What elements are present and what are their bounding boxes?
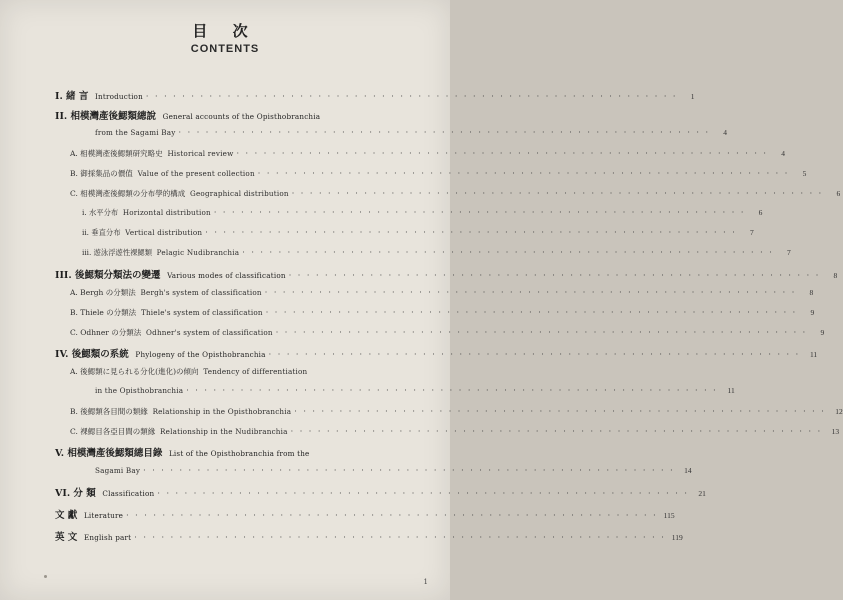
toc-entry [70,307,815,318]
toc-entry [55,529,683,543]
toc-page-number: 1 [690,92,695,101]
toc-entry-text [70,148,233,159]
toc-entry-label: B. Thiele の分類法 [70,308,137,317]
toc-page-number: 13 [831,427,840,436]
toc-entry-label: V. 相模灣產後鰓類總目錄 [55,448,163,459]
toc-entry-english: Bergh's system of classification [140,288,262,297]
toc-entry [70,327,825,338]
toc-entry-text [95,386,183,395]
toc-entry-text [55,108,320,122]
toc-entry-label: I. 緒 言 [55,91,89,102]
toc-entry-text [70,307,263,318]
toc-page-number: 8 [809,288,814,297]
toc-entry-text [82,228,202,238]
toc-entry-english: Introduction [95,92,143,101]
toc-page-number: 12 [835,407,843,416]
toc-entry-text [70,168,255,179]
toc-page-number: 21 [698,489,706,498]
toc-entry-text [70,188,289,199]
toc-entry-label: VI. 分 類 [55,488,96,499]
toc-entry-english: Value of the present collection [137,169,255,178]
leader-dots [176,128,714,137]
toc-entry-english: Various modes of classification [167,271,286,280]
toc-entry [70,168,807,179]
toc-entry-english: Thiele's system of classification [140,308,263,317]
leader-dots [263,308,801,317]
leader-dots [202,228,740,237]
toc-page-number: 7 [750,228,754,237]
toc-entry [70,426,840,437]
toc-entry-continuation [95,466,692,475]
toc-entry-english: English part [83,533,132,542]
leader-dots [286,271,824,280]
toc-entry-text [70,287,262,298]
leader-dots [123,511,661,520]
toc-entry-label: II. 相模灣產後鰓類總說 [55,111,157,122]
toc-entry-text [55,346,266,360]
toc-entry [82,208,763,218]
toc-entry-label: C. 裸鰓目各亞目間の類緣 [70,427,156,436]
toc-entry-english: Tendency of differentiation [203,367,308,376]
toc-entry [55,88,695,102]
toc-entry-label: iii. 遊泳浮遊性裸鰓類 [82,248,153,257]
toc-entry-text [55,529,131,543]
toc-page-number: 11 [809,350,818,359]
toc-entry [70,287,814,298]
toc-page-number: 6 [836,189,841,198]
page-title-japanese: 目 次 [192,22,258,40]
toc-entry-english: Classification [102,489,155,498]
leader-dots [288,427,826,436]
leader-dots [183,386,721,395]
toc-entry [55,108,415,122]
toc-page-number: 4 [723,128,728,137]
toc-entry-label: i. 水平分布 [82,208,119,217]
toc-entry-english: Vertical distribution [125,228,203,237]
toc-entry-english: Relationship in the Nudibranchia [160,427,288,436]
toc-entry [55,445,415,459]
toc-entry-text [55,507,123,521]
toc-entry [70,148,785,159]
toc-entry-english: Literature [83,511,124,520]
toc-entry-label: C. 相模灣產後鰓類の分布學的構成 [70,189,186,198]
leader-dots [233,149,771,158]
leader-dots [289,189,827,198]
toc-entry-english: Sagami Bay [95,466,141,475]
toc-entry-english: Horizontal distribution [122,208,211,217]
toc-entry-text [82,208,211,218]
toc-page-number: 11 [727,386,735,395]
toc-entry-english: in the Opisthobranchia [95,386,184,395]
toc-page-number: 119 [671,533,683,542]
toc-entry-label: C. Odhner の分類法 [70,328,142,337]
toc-entry-continuation [95,128,728,137]
toc-entry-english: Pelagic Nudibranchia [156,248,240,257]
leader-dots [131,533,669,542]
toc-page-number: 4 [781,149,785,158]
toc-entry-label: IV. 後鰓類の系統 [55,349,129,360]
toc-entry-label: B. 後鰓類各目間の類緣 [70,407,148,416]
toc-entry-text [55,88,143,102]
toc-entry [55,267,838,281]
toc-entry-english: Phylogeny of the Opisthobranchia [135,350,266,359]
toc-entry [82,228,754,238]
toc-entry-label: 英 文 [55,532,78,543]
paper-speck [44,575,47,578]
toc-entry-english: from the Sagami Bay [95,128,176,137]
toc-entry [55,346,818,360]
leader-dots [140,466,678,475]
toc-page-number: 115 [663,511,675,520]
leader-dots [143,92,681,101]
toc-page-number: 9 [810,308,815,317]
toc-entry-continuation [95,386,735,395]
toc-entry-english: Relationship in the Opisthobranchia [152,407,292,416]
toc-entry [82,248,791,258]
toc-entry-english: Historical review [167,149,234,158]
leader-dots [211,208,749,217]
toc-entry-label: ii. 垂直分布 [82,228,121,237]
toc-entry-text [70,406,291,417]
toc-entry [70,366,415,377]
leader-dots [239,248,777,257]
toc-page-number: 7 [787,248,791,257]
toc-entry-english: List of the Opisthobranchia from the [168,449,310,458]
toc-entry-text [55,445,310,459]
leader-dots [255,169,793,178]
toc-entry-label: III. 後鰓類分類法の變遷 [55,270,161,281]
toc-entry-english: Odhner's system of classification [146,328,273,337]
toc-entry [55,485,706,499]
leader-dots [266,350,804,359]
toc-page-number: 6 [758,208,763,217]
footer-page-number: 1 [423,578,428,586]
leader-dots [262,288,800,297]
toc-entry-text [82,248,239,258]
toc-entry-english: General accounts of the Opisthobranchia [162,112,321,121]
toc-page-number: 14 [684,466,692,475]
toc-entry-text [55,267,286,281]
toc-entry-text [70,327,273,338]
toc-entry-english: Geographical distribution [190,189,289,198]
toc-entry-text [95,128,176,137]
toc-entry-label: A. 相模灣產後鰓類研究略史 [70,149,163,158]
leader-dots [291,407,829,416]
toc-entry-text [55,485,154,499]
toc-entry-text [70,426,288,437]
toc-page-number: 8 [833,271,838,280]
toc-entry-text [70,366,307,377]
toc-entry [55,507,675,521]
page-title-english: CONTENTS [190,43,260,55]
toc-entry [70,406,843,417]
toc-entry-label: A. Bergh の分類法 [70,288,136,297]
toc-page-number: 9 [820,328,825,337]
toc-entry [70,188,841,199]
toc-page-number: 5 [802,169,807,178]
toc-entry-text [95,466,140,475]
toc-entry-label: B. 御採集品の價值 [70,169,133,178]
toc-entry-label: 文 獻 [55,510,78,521]
leader-dots [154,489,692,498]
toc-entry-label: A. 後鰓類に見られる分化(進化)の傾向 [70,367,199,376]
leader-dots [273,328,811,337]
